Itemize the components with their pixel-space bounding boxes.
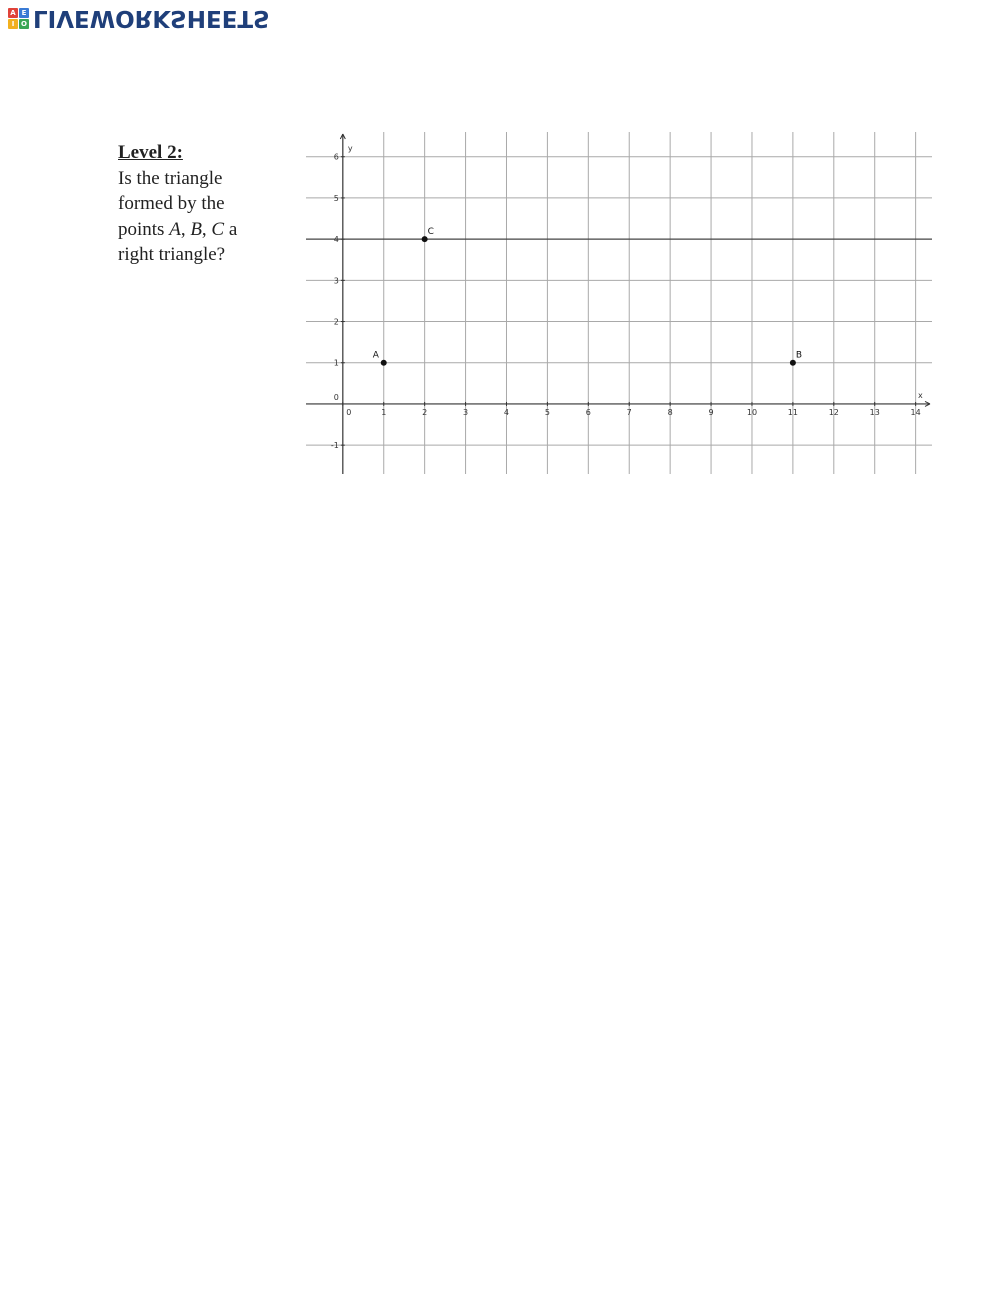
brand-name: LIVEWORKSHEETS [33, 5, 270, 31]
question-line-1: Is the triangle formed by the points [118, 167, 225, 240]
x-tick-label-8: 8 [667, 407, 673, 417]
logo-block-3: O [19, 19, 29, 29]
y-axis-label: y [347, 144, 353, 153]
logo-block-2: I [8, 19, 18, 29]
x-tick-label-5: 5 [544, 407, 550, 417]
point-label-a: A [372, 350, 379, 361]
logo-block-1: E [19, 8, 29, 18]
question-line-2: a right triangle? [118, 218, 238, 265]
x-axis-label: x [918, 390, 923, 400]
y-tick-label-2: 2 [333, 317, 339, 327]
coordinate-grid-chart [306, 132, 932, 474]
separator-2: , [201, 218, 212, 240]
y-tick-label-3: 3 [333, 276, 339, 286]
x-tick-label-14: 14 [910, 407, 921, 417]
brand-logo [8, 4, 270, 32]
x-tick-label-7: 7 [626, 407, 632, 417]
point-a-ref: A [169, 218, 181, 240]
origin-label: 0 [333, 392, 339, 402]
y-tick-label-6: 6 [333, 152, 339, 162]
x-tick-label-1: 1 [381, 407, 387, 417]
x-tick-label-4: 4 [503, 407, 510, 417]
point-label-b: B [795, 350, 803, 361]
point-a [381, 360, 387, 366]
y-tick-label-5: 5 [333, 193, 339, 203]
y-tick-label-1: 1 [333, 358, 339, 368]
y-tick-label-4: 4 [333, 235, 339, 245]
point-c-ref: C [211, 218, 225, 240]
point-b-ref: B [190, 218, 202, 240]
x-tick-label-13: 13 [869, 407, 880, 417]
x-tick-label-6: 6 [585, 407, 591, 417]
x-tick-label-12: 12 [828, 407, 839, 417]
separator-1: , [180, 218, 191, 240]
x-tick-label-0: 0 [346, 407, 352, 417]
x-tick-label-2: 2 [422, 407, 428, 417]
x-tick-label-10: 10 [746, 407, 758, 417]
x-tick-label-11: 11 [787, 407, 798, 417]
level-heading: Level 2: [118, 142, 183, 163]
x-tick-label-9: 9 [708, 407, 714, 417]
logo-blocks-icon [8, 8, 29, 29]
question-text [118, 140, 268, 268]
x-tick-label-3: 3 [463, 407, 469, 417]
point-label-c: C [427, 227, 434, 238]
logo-block-0: A [8, 8, 18, 18]
y-tick-label--1: -1 [330, 441, 339, 451]
